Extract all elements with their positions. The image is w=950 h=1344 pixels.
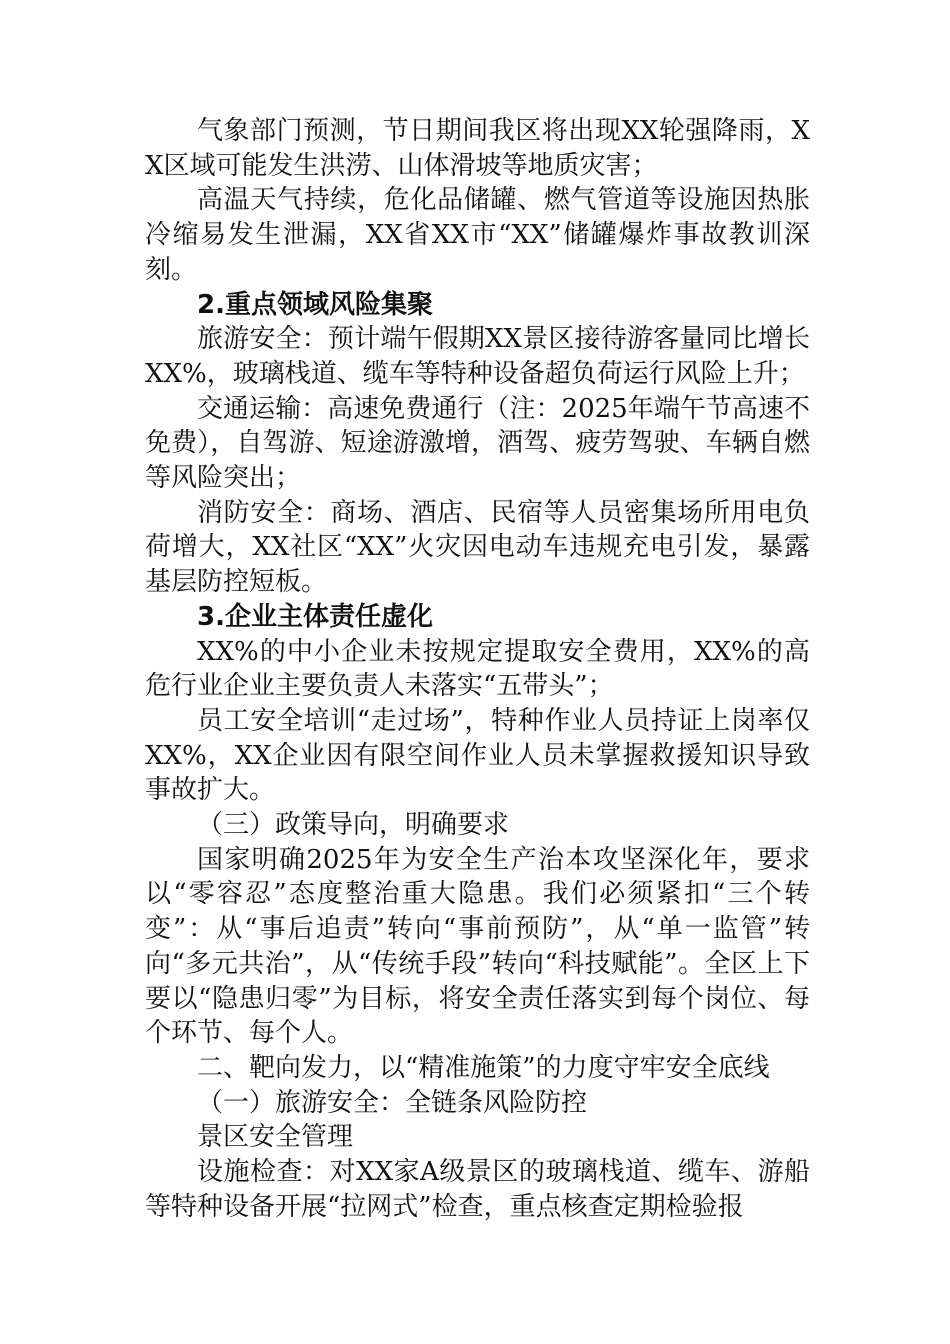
paragraph-transportation: 交通运输：高速免费通行（注：2025年端午节高速不免费），自驾游、短途游激增，酒驾、疲劳驾驶、车辆自燃等风险突出； — [145, 393, 810, 494]
paragraph-weather-forecast: 气象部门预测，节日期间我区将出现XX轮强降雨，XX区域可能发生洪涝、山体滑坡等地质灾害； — [145, 116, 810, 181]
paragraph-national-policy: 国家明确2025年为安全生产治本攻坚深化年，要求以“零容忍”态度整治重大隐患。我们必须紧扣“三个转变”：从“事后追责”转向“事前预防”，从“单一监管”转向“多元共治”，从“传统手段”转向“科技赋能”。全区上下要以“隐患归零”为目标，将安全责任落实到每个岗位、每个环节、每个人。 — [145, 844, 810, 1049]
paragraph-high-temperature: 高温天气持续，危化品储罐、燃气管道等设施因热胀冷缩易发生泄漏，XX省XX市“XX”储罐爆炸事故教训深刻。 — [145, 185, 810, 285]
paragraph-tourism-safety: 旅游安全：预计端午假期XX景区接待游客量同比增长XX%，玻璃栈道、缆车等特种设备超负荷运行风险上升； — [145, 324, 810, 389]
document-body — [145, 114, 810, 1225]
subheading-tourism-risk-control: （一）旅游安全：全链条风险防控 — [197, 1087, 588, 1118]
paragraph-facility-inspection: 设施检查：对XX家A级景区的玻璃栈道、缆车、游船等特种设备开展“拉网式”检查，重点核查定期检验报 — [145, 1157, 810, 1222]
heading-enterprise-responsibility: 3.企业主体责任虚化 — [197, 601, 433, 632]
subheading-policy-orientation: （三）政策导向，明确要求 — [197, 810, 510, 841]
heading-key-area-risks: 2.重点领域风险集聚 — [197, 289, 433, 320]
subheading-scenic-area-management: 景区安全管理 — [197, 1122, 354, 1153]
section-heading-targeted-efforts: 二、靶向发力，以“精准施策”的力度守牢安全底线 — [197, 1052, 770, 1083]
paragraph-staff-training: 员工安全培训“走过场”，特种作业人员持证上岗率仅XX%，XX企业因有限空间作业人员未掌握救援知识导致事故扩大。 — [145, 705, 810, 806]
paragraph-fire-safety: 消防安全：商场、酒店、民宿等人员密集场所用电负荷增大，XX社区“XX”火灾因电动车违规充电引发，暴露基层防控短板。 — [145, 497, 810, 598]
paragraph-safety-fees: XX%的中小企业未按规定提取安全费用，XX%的高危行业企业主要负责人未落实“五带头”； — [145, 636, 810, 702]
